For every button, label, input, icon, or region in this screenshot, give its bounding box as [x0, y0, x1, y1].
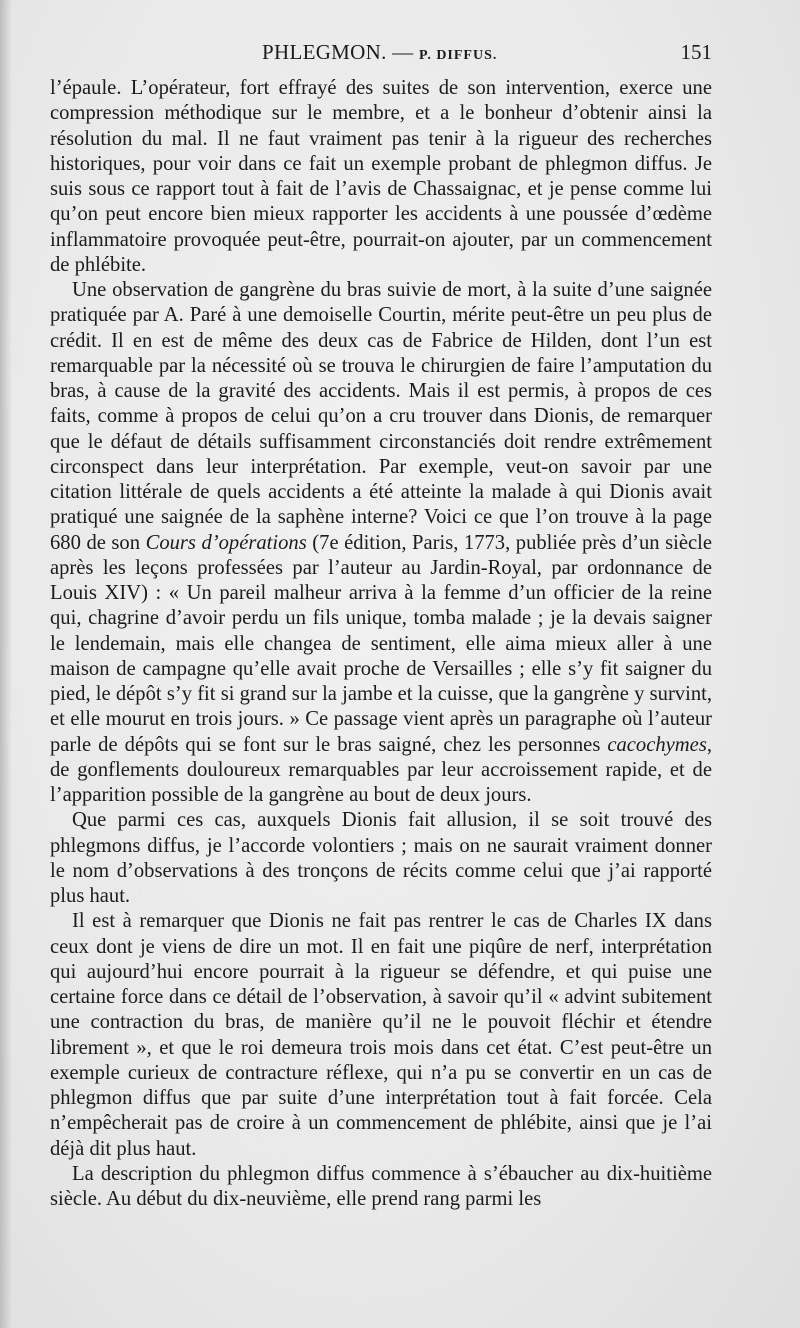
italic-text: Cours d’opérations	[145, 531, 307, 554]
running-title-main: PHLEGMON. —	[262, 40, 414, 64]
italic-text: cacochymes	[607, 733, 707, 756]
text-segment: Il est à remarquer que Dionis ne fait pas rentrer le cas de Charles IX dans ceux dont je viens de dire un mot. Il en fait une piqûre de nerf, interprétation qui aujourd’hui encore pourrait à la rigueur se défendre, et qui puise une certaine force dans ce détail de l’observation, à savoir qu’il « advint subitement une contraction du bras, de manière qu’il ne le pouvoit fléchir et étendre librement », et que le roi demeura trois mois dans cet état. C’est peut-être un exemple curieux de contracture réflexe, qui n’a pu se convertir en un cas de phlegmon diffus que par suite d’une interprétation tout à fait forcée. Cela n’empêcherait pas de croire à un commencement de phlébite, ainsi que je l’ai déjà dit plus haut.	[50, 910, 712, 1160]
paragraph	[50, 808, 712, 909]
running-header	[50, 40, 712, 70]
body-text	[50, 76, 712, 1212]
running-title-small-caps: P. DIFFUS.	[419, 48, 498, 63]
text-segment: , de gonflements douloureux remarquables par leur accroissement rapide, et de l’apparition possible de la gangrène au bout de deux jours.	[50, 733, 712, 806]
paragraph	[50, 1162, 712, 1213]
paragraph	[50, 909, 712, 1162]
page-number: 151	[680, 40, 712, 64]
running-title	[262, 40, 497, 65]
paragraph	[50, 76, 712, 278]
paragraph	[50, 278, 712, 808]
text-segment: (7e édition, Paris, 1773, publiée près d’un siècle après les leçons professées par l’auteur au Jardin-Royal, par ordonnance de Louis XIV) : « Un pareil malheur arriva à la femme d’un officier de la reine qui, chagrine d’avoir perdu un fils unique, tomba malade ; je la devais saigner le lendemain, mais elle changea de sentiment, elle aima mieux aller à une maison de campagne qu’elle avait proche de Versailles ; elle s’y fit saigner du pied, le dépôt s’y fit si grand sur la jambe et la cuisse, que la gangrène y survint, et elle mourut en trois jours. » Ce passage vient après un paragraphe où l’auteur parle de dépôts qui se font sur le bras saigné, chez les personnes	[50, 531, 712, 756]
text-segment: La description du phlegmon diffus commence à s’ébaucher au dix-huitième siècle. Au début du dix-neuvième, elle prend rang parmi les	[50, 1162, 712, 1210]
text-segment: Une observation de gangrène du bras suivie de mort, à la suite d’une saignée pratiquée par A. Paré à une demoiselle Courtin, mérite peut-être un peu plus de crédit. Il en est de même des deux cas de Fabrice de Hilden, dont l’un est remarquable par la nécessité où se trouva le chirurgien de faire l’amputation du bras, à cause de la gravité des accidents. Mais il est permis, à propos de ces faits, comme à propos de celui qu’on a cru trouver dans Dionis, de remarquer que le défaut de détails suffisamment circonstanciés doit rendre extrêmement circonspect dans leur interprétation. Par exemple, veut-on savoir par une citation littérale de quels accidents a été atteinte la malade à qui Dionis avait pratiqué une saignée de la saphène interne? Voici ce que l’on trouve à la page 680 de son	[50, 279, 712, 554]
text-segment: l’épaule. L’opérateur, fort effrayé des suites de son intervention, exerce une compression méthodique sur le membre, et a le bonheur d’obtenir ainsi la résolution du mal. Il ne faut vraiment pas tenir à la rigueur des recherches historiques, pour voir dans ce fait un exemple probant de phlegmon diffus. Je suis sous ce rapport tout à fait de l’avis de Chassaignac, et je pense comme lui qu’on peut encore bien mieux rapporter les accidents à une poussée d’œdème inflammatoire provoquée peut-être, pourrait-on ajouter, par un commencement de phlébite.	[50, 77, 712, 276]
text-segment: Que parmi ces cas, auxquels Dionis fait allusion, il se soit trouvé des phlegmons diffus, je l’accorde volontiers ; mais on ne saurait vraiment donner le nom d’observations à des tronçons de récits comme celui que j’ai rapporté plus haut.	[50, 809, 712, 907]
